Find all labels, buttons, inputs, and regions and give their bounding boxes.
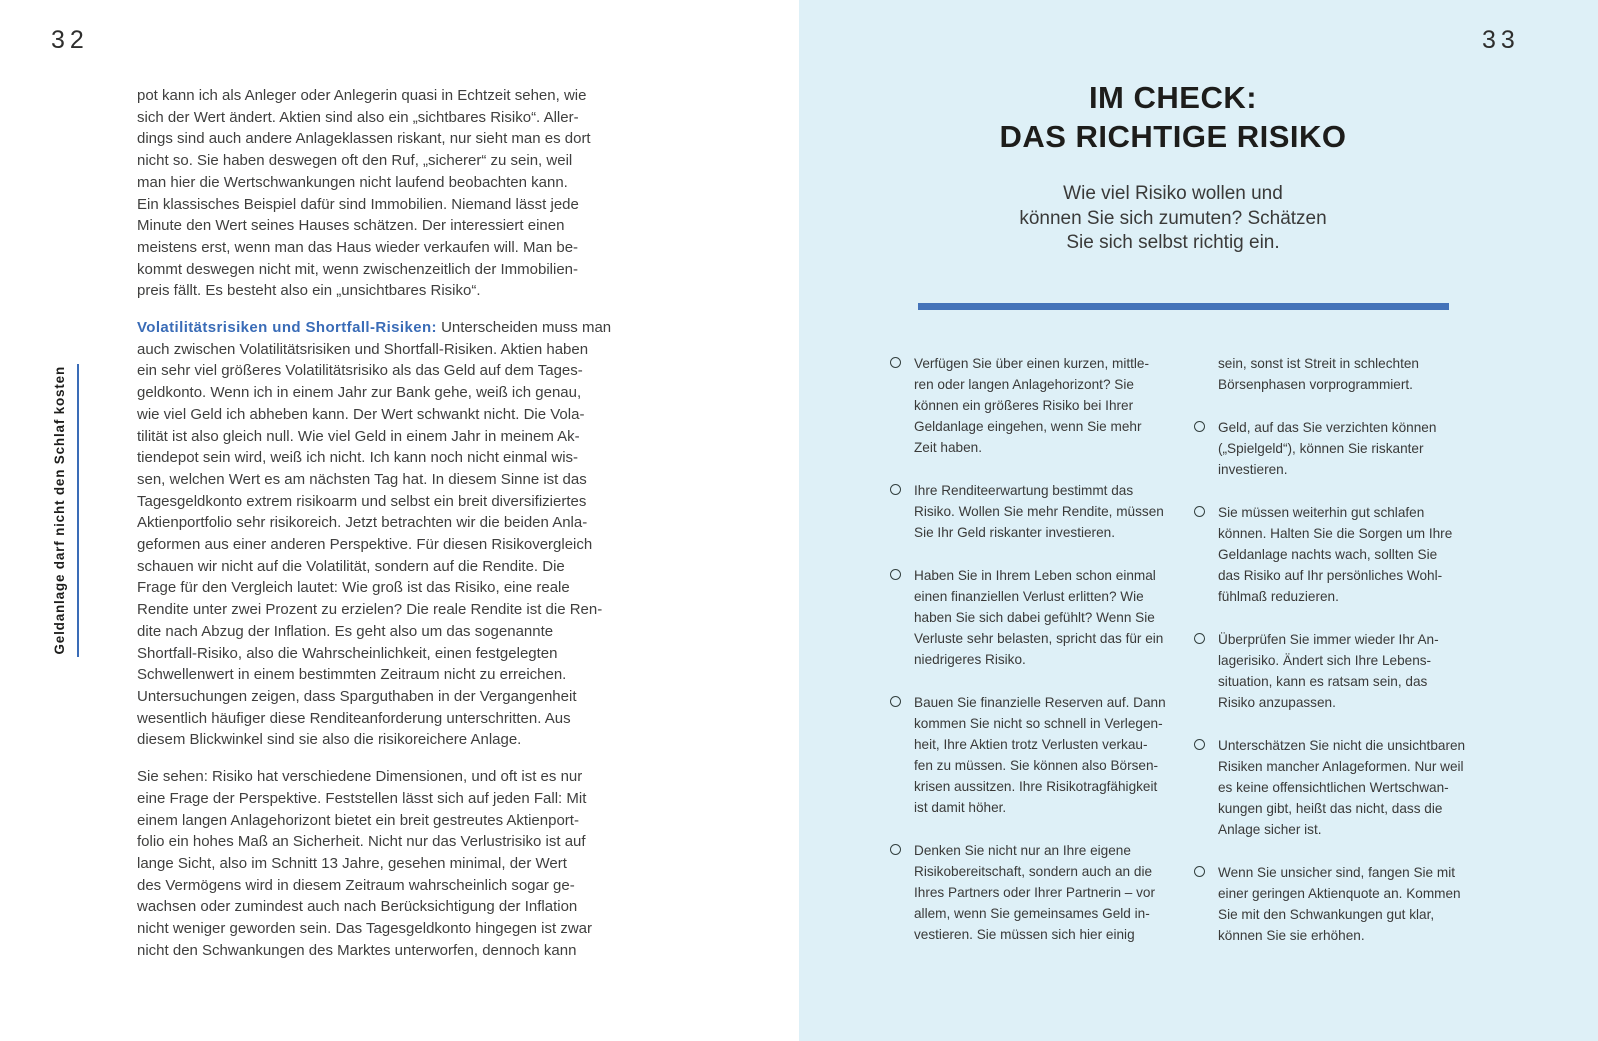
text-line: fen zu müssen. Sie können also Börsen- xyxy=(914,758,1159,773)
text-line: Sie müssen weiterhin gut schlafen xyxy=(1218,505,1425,520)
check-subtitle-line: Wie viel Risiko wollen und xyxy=(1063,183,1283,204)
checkbox-circle-icon xyxy=(1194,421,1205,432)
text-line: ein sehr viel größeres Volatilitätsrisiko als das Geld auf dem Tages- xyxy=(137,362,583,380)
text-line: dite nach Abzug der Inflation. Es geht also um das sogenannte xyxy=(137,622,554,640)
text-line: nicht so. Sie haben deswegen oft den Ruf, „sicherer“ zu sein, weil xyxy=(137,152,573,170)
text-line: preis fällt. Es besteht also ein „unsichtbares Risiko“. xyxy=(137,282,481,300)
text-line: Sie mit den Schwankungen gut klar, xyxy=(1218,907,1435,922)
checklist-item-text xyxy=(914,480,1164,543)
text-line: sein, sonst ist Streit in schlechten xyxy=(1218,356,1419,371)
checkbox-circle-icon xyxy=(890,569,901,580)
text-line: Verfügen Sie über einen kurzen, mittle- xyxy=(914,356,1150,371)
check-title-line: DAS RICHTIGE RISIKO xyxy=(999,119,1347,154)
checklist-item-text xyxy=(1218,502,1452,607)
checklist-column xyxy=(1194,353,1466,946)
text-line: Frage für den Vergleich lautet: Wie groß ist das Risiko, eine reale xyxy=(137,579,570,597)
text-line: wachsen oder zumindest auch nach Berücksichtigung der Inflation xyxy=(137,898,578,916)
divider-rule xyxy=(918,303,1449,310)
text-line: können. Halten Sie die Sorgen um Ihre xyxy=(1218,526,1453,541)
text-line: Ein klassisches Beispiel dafür sind Immobilien. Niemand lässt jede xyxy=(137,195,579,213)
text-line: Volatilitätsrisiken und Shortfall-Risiken: Unterscheiden muss man xyxy=(137,319,612,337)
text-line: Sie sehen: Risiko hat verschiedene Dimensionen, und oft ist es nur xyxy=(137,768,583,786)
text-line: Ihres Partners oder Ihrer Partnerin – vor xyxy=(914,885,1156,900)
text-line: tilität ist also gleich null. Wie viel Geld in einem Jahr in meinem Ak- xyxy=(137,427,580,445)
check-subtitle xyxy=(899,182,1447,256)
text-line: wesentlich häufiger diese Renditeanforderung unterschritten. Aus xyxy=(137,709,571,727)
text-line: können ein größeres Risiko bei Ihrer xyxy=(914,398,1134,413)
text-line: Rendite unter zwei Prozent zu erzielen? Die reale Rendite ist die Ren- xyxy=(137,601,603,619)
text-line: Tagesgeldkonto extrem risikoarm und selbst ein breit diversifiziertes xyxy=(137,492,587,510)
body-paragraph xyxy=(137,766,653,961)
checkbox-circle-icon xyxy=(890,484,901,495)
checklist-item xyxy=(1194,353,1466,395)
text-line: Shortfall-Risiko, also die Wahrscheinlichkeit, einen festgelegten xyxy=(137,644,558,662)
text-line: kommt deswegen nicht mit, wenn zwischenzeitlich der Immobilien- xyxy=(137,260,579,278)
text-line: („Spielgeld“), können Sie riskanter xyxy=(1218,441,1424,456)
text-line: Haben Sie in Ihrem Leben schon einmal xyxy=(914,568,1156,583)
checklist-column xyxy=(890,353,1166,946)
checklist-item xyxy=(1194,417,1466,480)
text-line: können Sie sie erhöhen. xyxy=(1218,928,1365,943)
checklist-item xyxy=(890,840,1162,945)
text-line: Geldanlage eingehen, wenn Sie mehr xyxy=(914,419,1142,434)
text-line: Sie Ihr Geld riskanter investieren. xyxy=(914,525,1115,540)
chapter-sidebar xyxy=(52,360,67,660)
checklist-item-text xyxy=(1218,629,1439,713)
text-line: kungen gibt, heißt das nicht, dass die xyxy=(1218,801,1443,816)
text-line: einem langen Anlagehorizont bietet ein breit gestreutes Aktienport- xyxy=(137,811,579,829)
text-line: Minute den Wert seines Hauses schätzen. Der interessiert einen xyxy=(137,217,565,235)
text-line: ist damit höher. xyxy=(914,800,1007,815)
text-line: Anlage sicher ist. xyxy=(1218,822,1322,837)
text-line: Überprüfen Sie immer wieder Ihr An- xyxy=(1218,632,1439,647)
text-line: Unterschätzen Sie nicht die unsichtbaren xyxy=(1218,738,1466,753)
checklist-item-text xyxy=(1218,417,1436,480)
text-line: ren oder langen Anlagehorizont? Sie xyxy=(914,377,1134,392)
text-line: Aktienportfolio sehr risikoreich. Jetzt betrachten wir die beiden Anla- xyxy=(137,514,588,532)
text-line: sich der Wert ändert. Aktien sind also ein „sichtbares Risiko“. Aller- xyxy=(137,108,579,126)
checkbox-circle-icon xyxy=(1194,866,1205,877)
text-line: eine Frage der Perspektive. Feststellen lässt sich auf jeden Fall: Mit xyxy=(137,789,587,807)
body-text-column xyxy=(137,85,653,961)
checkbox-circle-icon xyxy=(1194,506,1205,517)
check-title xyxy=(899,78,1447,156)
text-line: heit, Ihre Aktien trotz Verlusten verkau- xyxy=(914,737,1148,752)
text-line: Bauen Sie finanzielle Reserven auf. Dann xyxy=(914,695,1166,710)
text-line: niedrigeres Risiko. xyxy=(914,652,1026,667)
check-subtitle-line: können Sie sich zumuten? Schätzen xyxy=(1019,207,1327,229)
checkbox-circle-icon xyxy=(890,844,901,855)
checklist-item xyxy=(890,565,1162,670)
text-line: Börsenphasen vorprogrammiert. xyxy=(1218,377,1413,392)
page-number-right: 33 xyxy=(1482,26,1520,54)
text-line: krisen aussitzen. Ihre Risikotragfähigkeit xyxy=(914,779,1158,794)
checklist-item-text xyxy=(914,692,1166,818)
text-line: Risiko anzupassen. xyxy=(1218,695,1336,710)
text-line: situation, kann es ratsam sein, das xyxy=(1218,674,1428,689)
text-line: Risikobereitschaft, sondern auch an die xyxy=(914,864,1153,879)
text-line: des Vermögens wird in diesem Zeitraum wahrscheinlich sogar ge- xyxy=(137,876,575,894)
checklist-item xyxy=(1194,629,1466,713)
text-line: Verluste sehr belasten, spricht das für ein xyxy=(914,631,1164,646)
checklist-item-text xyxy=(914,840,1155,945)
checklist-item xyxy=(1194,735,1466,840)
text-line: nicht weniger geworden sein. Das Tagesgeldkonto hingegen ist zwar xyxy=(137,920,593,938)
text-line: pot kann ich als Anleger oder Anlegerin quasi in Echtzeit sehen, wie xyxy=(137,87,587,104)
text-line: folio ein hohes Maß an Sicherheit. Nicht nur das Verlustrisiko ist auf xyxy=(137,833,586,851)
text-line: Geld, auf das Sie verzichten können xyxy=(1218,420,1437,435)
text-line: einen finanziellen Verlust erlitten? Wie xyxy=(914,589,1144,604)
checklist-item xyxy=(1194,502,1466,607)
text-line: tiendepot sein wird, weiß ich nicht. Ich kann noch nicht einmal wis- xyxy=(137,449,579,467)
risk-checklist xyxy=(890,353,1470,946)
text-line: man hier die Wertschwankungen nicht laufend beobachten kann. xyxy=(137,173,568,191)
checkbox-circle-icon xyxy=(1194,739,1205,750)
page-number-left: 32 xyxy=(51,26,89,54)
text-line: wie viel Geld ich abheben kann. Der Wert schwankt nicht. Die Vola- xyxy=(137,405,585,423)
text-line: einer geringen Aktienquote an. Kommen xyxy=(1218,886,1461,901)
text-line: nicht den Schwankungen des Marktes unterworfen, dennoch kann xyxy=(137,941,577,959)
text-line: Schwellenwert in einem bestimmten Zeitraum nicht zu erreichen. xyxy=(137,666,567,684)
text-line: Untersuchungen zeigen, dass Sparguthaben in der Vergangenheit xyxy=(137,687,577,705)
checklist-item-text xyxy=(914,353,1149,458)
sidebar-accent-rule xyxy=(77,364,79,657)
checklist-item xyxy=(1194,862,1466,946)
text-line: investieren. xyxy=(1218,462,1288,477)
text-line: lagerisiko. Ändert sich Ihre Lebens- xyxy=(1218,653,1432,668)
text-line: geformen aus einer anderen Perspektive. Für diesen Risikovergleich xyxy=(137,536,593,554)
checklist-item-text xyxy=(1218,862,1461,946)
text-line: meistens erst, wenn man das Haus wieder verkaufen will. Man be- xyxy=(137,238,579,256)
check-subtitle-line: Sie sich selbst richtig ein. xyxy=(1066,232,1280,253)
text-line: vestieren. Sie müssen sich hier einig xyxy=(914,927,1135,942)
text-line: auch zwischen Volatilitätsrisiken und Shortfall-Risiken. Aktien haben xyxy=(137,340,589,358)
checklist-item xyxy=(890,480,1162,543)
chapter-sidebar-label: Geldanlage darf nicht den Schlaf kosten xyxy=(52,365,67,655)
text-line: schauen wir nicht auf die Volatilität, sondern auf die Rendite. Die xyxy=(137,557,565,575)
text-line: lange Sicht, also im Schnitt 13 Jahre, gesehen minimal, der Wert xyxy=(137,854,567,872)
text-line: haben Sie sich dabei gefühlt? Wenn Sie xyxy=(914,610,1155,625)
body-paragraph xyxy=(137,317,653,751)
checkbox-circle-icon xyxy=(1194,633,1205,644)
text-line: Denken Sie nicht nur an Ihre eigene xyxy=(914,843,1131,858)
text-line: es keine offensichtlichen Wertschwan- xyxy=(1218,780,1449,795)
checklist-item-text xyxy=(914,565,1163,670)
text-line: dings sind auch andere Anlageklassen riskant, nur sieht man es dort xyxy=(137,130,591,148)
checkbox-circle-icon xyxy=(890,357,901,368)
text-line: geldkonto. Wenn ich in einem Jahr zur Bank gehe, weiß ich genau, xyxy=(137,384,582,402)
text-line: Risiko. Wollen Sie mehr Rendite, müssen xyxy=(914,504,1164,519)
checkbox-circle-icon xyxy=(890,696,901,707)
text-line: fühlmaß reduzieren. xyxy=(1218,589,1339,604)
text-line: sen, welchen Wert es am nächsten Tag hat. In diesem Sinne ist das xyxy=(137,470,587,488)
text-line: das Risiko auf Ihr persönliches Wohl- xyxy=(1218,568,1443,583)
checklist-item-text xyxy=(1218,353,1419,395)
text-line: Risiken mancher Anlageformen. Nur weil xyxy=(1218,759,1464,774)
text-line: Zeit haben. xyxy=(914,440,983,455)
paragraph-lead-label: Volatilitätsrisiken und Shortfall-Risiken: xyxy=(137,319,437,337)
text-line: diesem Blickwinkel sind sie also die risikoreichere Anlage. xyxy=(137,731,522,749)
text-line: Ihre Renditeerwartung bestimmt das xyxy=(914,483,1134,498)
body-paragraph xyxy=(137,85,653,302)
text-line: Geldanlage nachts wach, sollten Sie xyxy=(1218,547,1438,562)
checklist-item-text xyxy=(1218,735,1465,840)
text-line: allem, wenn Sie gemeinsames Geld in- xyxy=(914,906,1150,921)
text-line: kommen Sie nicht so schnell in Verlegen- xyxy=(914,716,1163,731)
check-title-line: IM CHECK: xyxy=(1088,80,1258,115)
text-line: Wenn Sie unsicher sind, fangen Sie mit xyxy=(1218,865,1456,880)
checklist-item xyxy=(890,692,1166,818)
checklist-item xyxy=(890,353,1162,458)
